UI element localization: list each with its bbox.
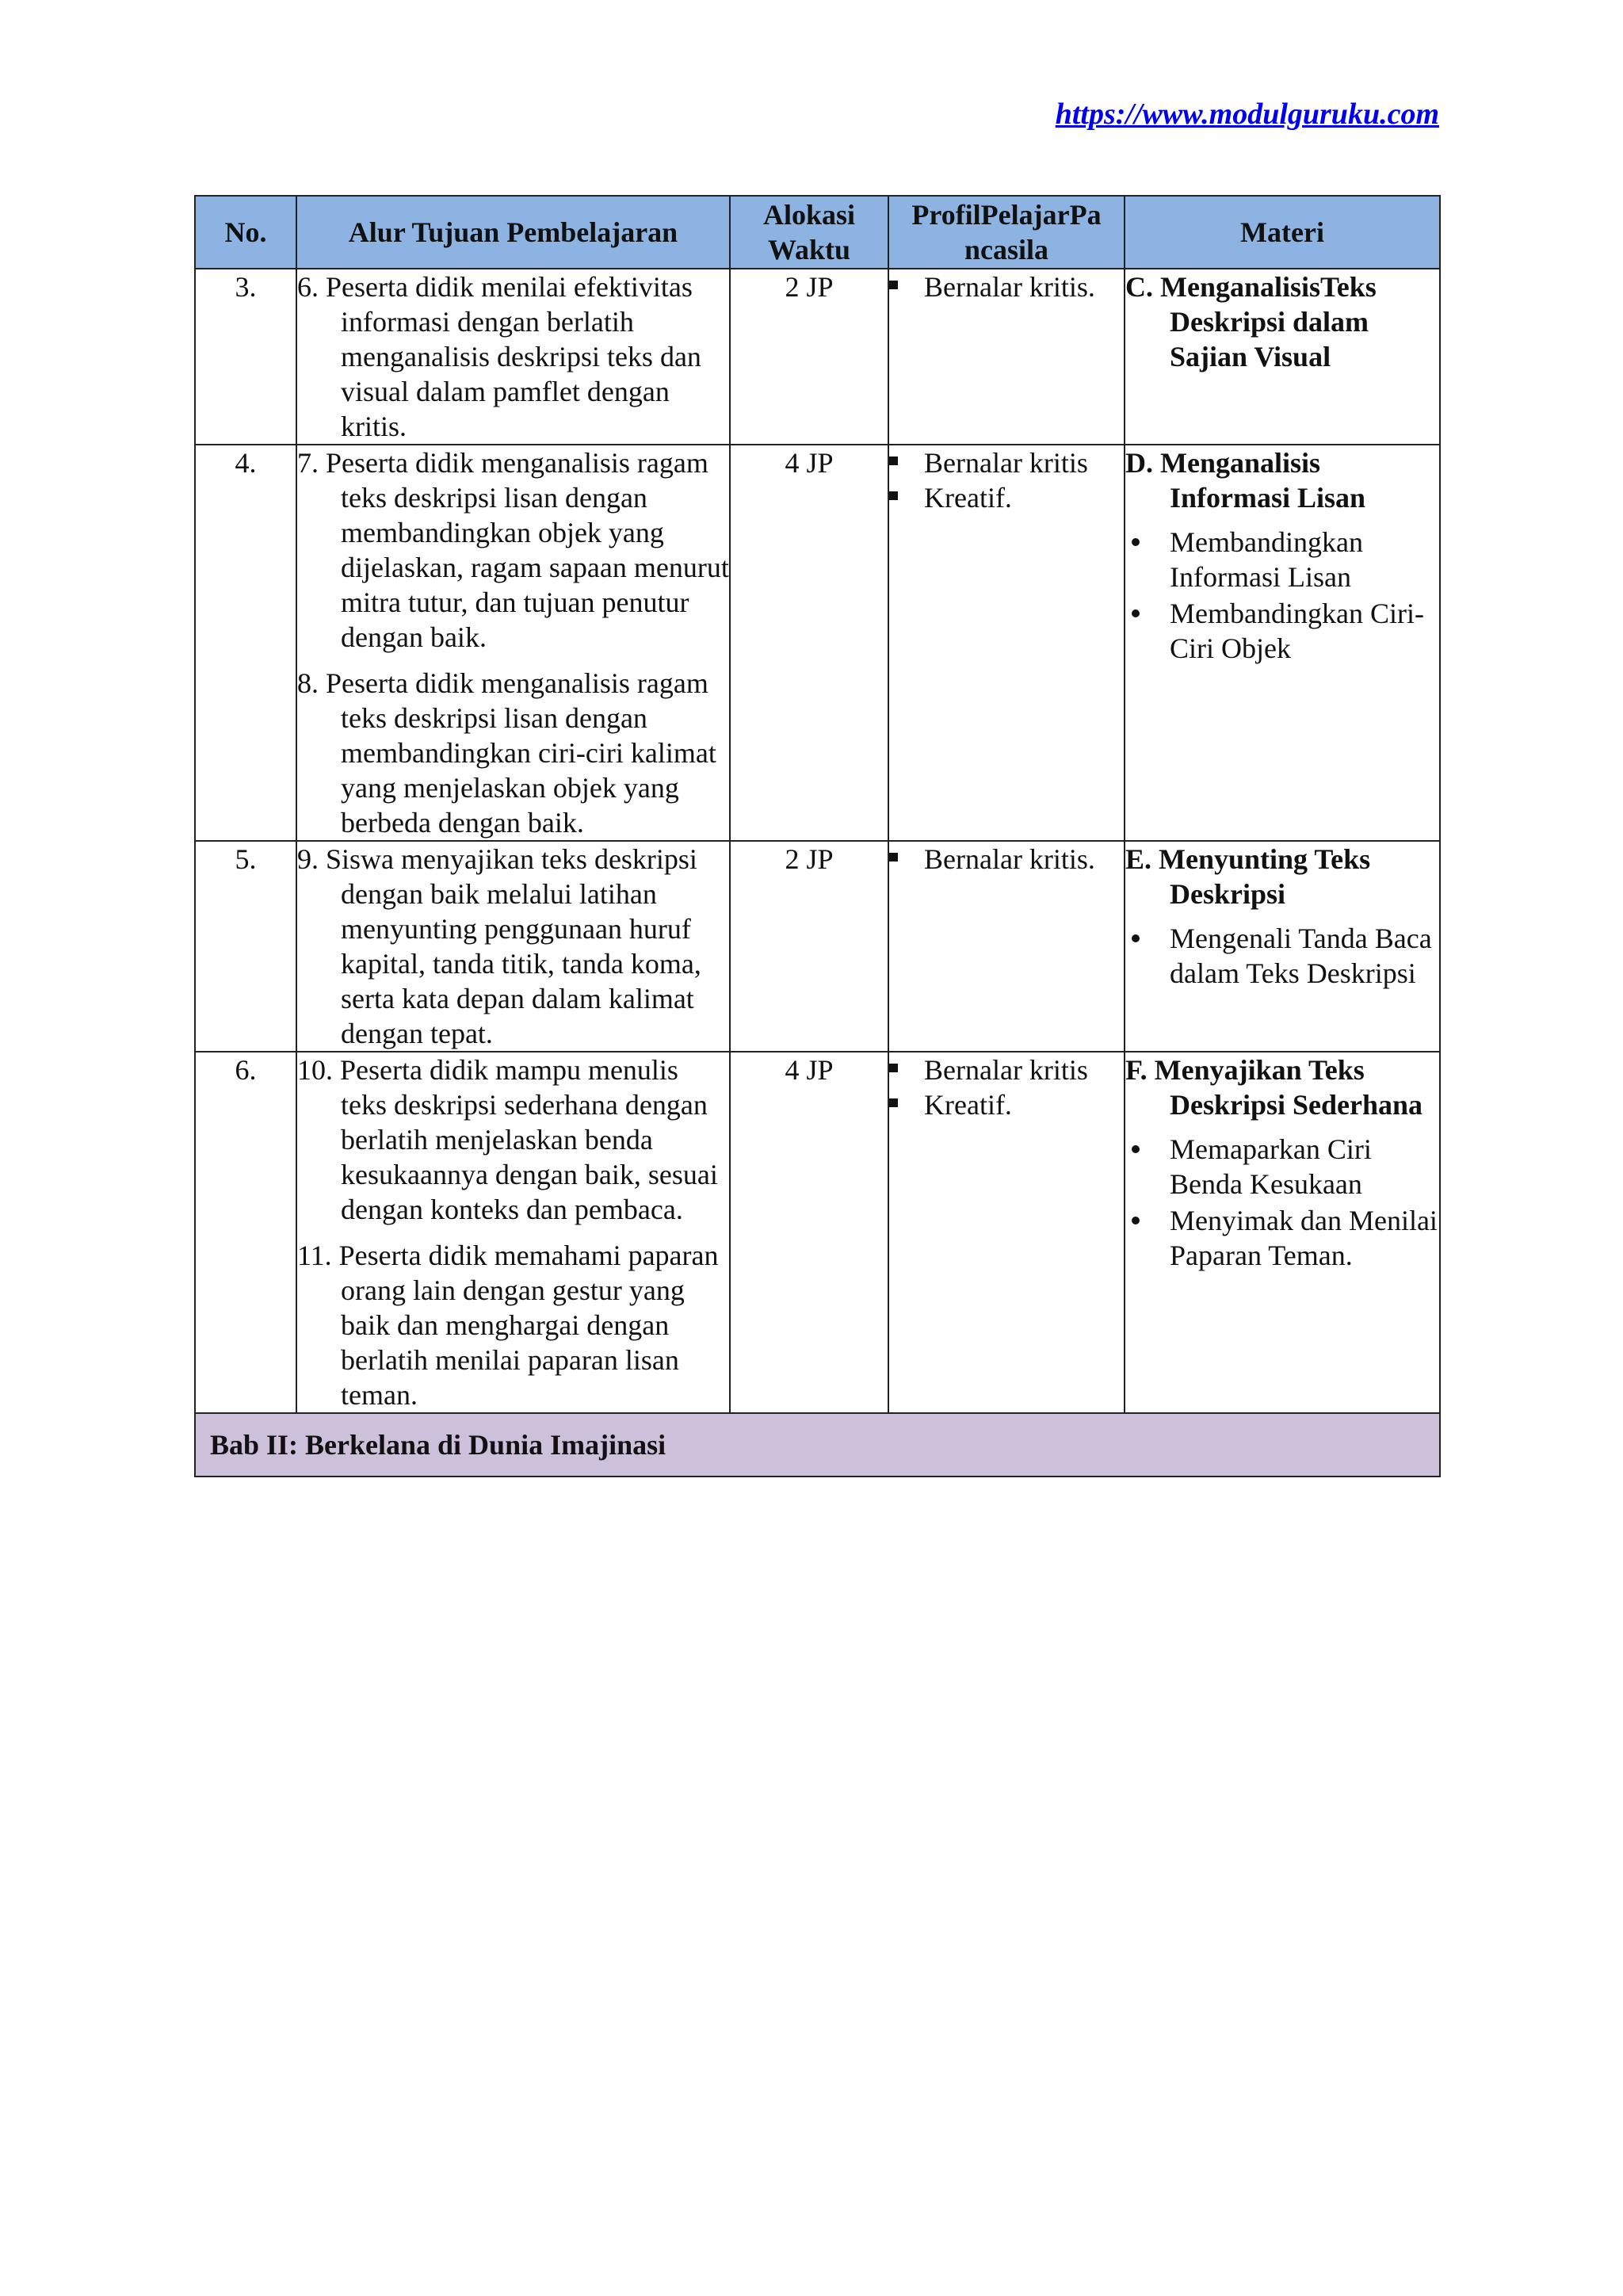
table-row bbox=[195, 269, 1440, 445]
material-title: F. Menyajikan Teks Deskripsi Sederhana bbox=[1125, 1054, 1423, 1121]
table-row bbox=[195, 1052, 1440, 1413]
material-cell bbox=[1125, 841, 1440, 1052]
header-profil-line2: ncasila bbox=[964, 234, 1048, 266]
row-number: 3. bbox=[195, 269, 296, 445]
time-allocation: 2 JP bbox=[730, 841, 888, 1052]
header-materi: Materi bbox=[1125, 196, 1440, 269]
material-cell bbox=[1125, 269, 1440, 445]
header-profil-line1: ProfilPelajarPa bbox=[911, 199, 1102, 231]
material-item: Memaparkan Ciri Benda Kesukaan bbox=[1125, 1132, 1439, 1201]
profile-item: Kreatif. bbox=[889, 480, 1124, 515]
objective-cell bbox=[296, 841, 730, 1052]
website-link[interactable]: https://www.modulguruku.com bbox=[1055, 97, 1439, 131]
objective-item: 7. Peserta didik menganalisis ragam teks deskripsi lisan dengan membandingkan objek yang dijelaskan, ragam sapaan menurut mitra tutur, dan tujuan penutur dengan baik. bbox=[297, 447, 729, 653]
profile-item: Bernalar kritis. bbox=[889, 842, 1124, 877]
objective-cell bbox=[296, 269, 730, 445]
profile-cell bbox=[888, 841, 1125, 1052]
material-list bbox=[1125, 1132, 1439, 1273]
profile-item: Bernalar kritis. bbox=[889, 269, 1124, 304]
time-allocation: 2 JP bbox=[730, 269, 888, 445]
section-row bbox=[195, 1413, 1440, 1477]
material-list bbox=[1125, 525, 1439, 666]
material-title: C. MenganalisisTeks Deskripsi dalam Sajian Visual bbox=[1125, 271, 1377, 372]
header-profil bbox=[888, 196, 1125, 269]
table-row bbox=[195, 445, 1440, 841]
row-number: 4. bbox=[195, 445, 296, 841]
material-item: Mengenali Tanda Baca dalam Teks Deskripsi bbox=[1125, 921, 1439, 991]
profile-item: Bernalar kritis bbox=[889, 445, 1124, 480]
header-no: No. bbox=[195, 196, 296, 269]
header-waktu-line1: Alokasi bbox=[762, 199, 856, 231]
material-cell bbox=[1125, 445, 1440, 841]
profile-cell bbox=[888, 1052, 1125, 1413]
objective-cell bbox=[296, 445, 730, 841]
material-list bbox=[1125, 921, 1439, 991]
learning-objectives-table bbox=[194, 195, 1441, 1477]
profile-cell bbox=[888, 445, 1125, 841]
row-number: 5. bbox=[195, 841, 296, 1052]
objective-item: 8. Peserta didik menganalisis ragam teks deskripsi lisan dengan membandingkan ciri-ciri kalimat yang menjelaskan objek yang berbeda dengan baik. bbox=[297, 667, 716, 839]
row-number: 6. bbox=[195, 1052, 296, 1413]
profile-cell bbox=[888, 269, 1125, 445]
table-header-row bbox=[195, 196, 1440, 269]
header-waktu-line2: Waktu bbox=[767, 234, 851, 266]
material-item: Membandingkan Ciri-Ciri Objek bbox=[1125, 596, 1439, 666]
objective-item: 9. Siswa menyajikan teks deskripsi dengan baik melalui latihan menyunting penggunaan huruf kapital, tanda titik, tanda koma, serta kata depan dalam kalimat dengan tepat. bbox=[297, 843, 701, 1049]
table-row bbox=[195, 841, 1440, 1052]
objective-item: 6. Peserta didik menilai efektivitas informasi dengan berlatih menganalisis deskripsi teks dan visual dalam pamflet dengan kritis. bbox=[297, 271, 701, 442]
material-title: D. Menganalisis Informasi Lisan bbox=[1125, 447, 1366, 514]
material-item: Menyimak dan Menilai Paparan Teman. bbox=[1125, 1203, 1439, 1273]
profile-item: Bernalar kritis bbox=[889, 1052, 1124, 1087]
material-cell bbox=[1125, 1052, 1440, 1413]
objective-cell bbox=[296, 1052, 730, 1413]
time-allocation: 4 JP bbox=[730, 1052, 888, 1413]
section-title: Bab II: Berkelana di Dunia Imajinasi bbox=[195, 1413, 1440, 1477]
objective-item: 11. Peserta didik memahami paparan orang lain dengan gestur yang baik dan menghargai dengan berlatih menilai paparan lisan teman. bbox=[297, 1240, 719, 1411]
header-alur: Alur Tujuan Pembelajaran bbox=[296, 196, 730, 269]
objective-item: 10. Peserta didik mampu menulis teks deskripsi sederhana dengan berlatih menjelaskan benda kesukaannya dengan baik, sesuai dengan konteks dan pembaca. bbox=[297, 1054, 718, 1225]
material-title: E. Menyunting Teks Deskripsi bbox=[1125, 843, 1371, 910]
profile-item: Kreatif. bbox=[889, 1087, 1124, 1122]
header-waktu bbox=[730, 196, 888, 269]
material-item: Membandingkan Informasi Lisan bbox=[1125, 525, 1439, 594]
time-allocation: 4 JP bbox=[730, 445, 888, 841]
